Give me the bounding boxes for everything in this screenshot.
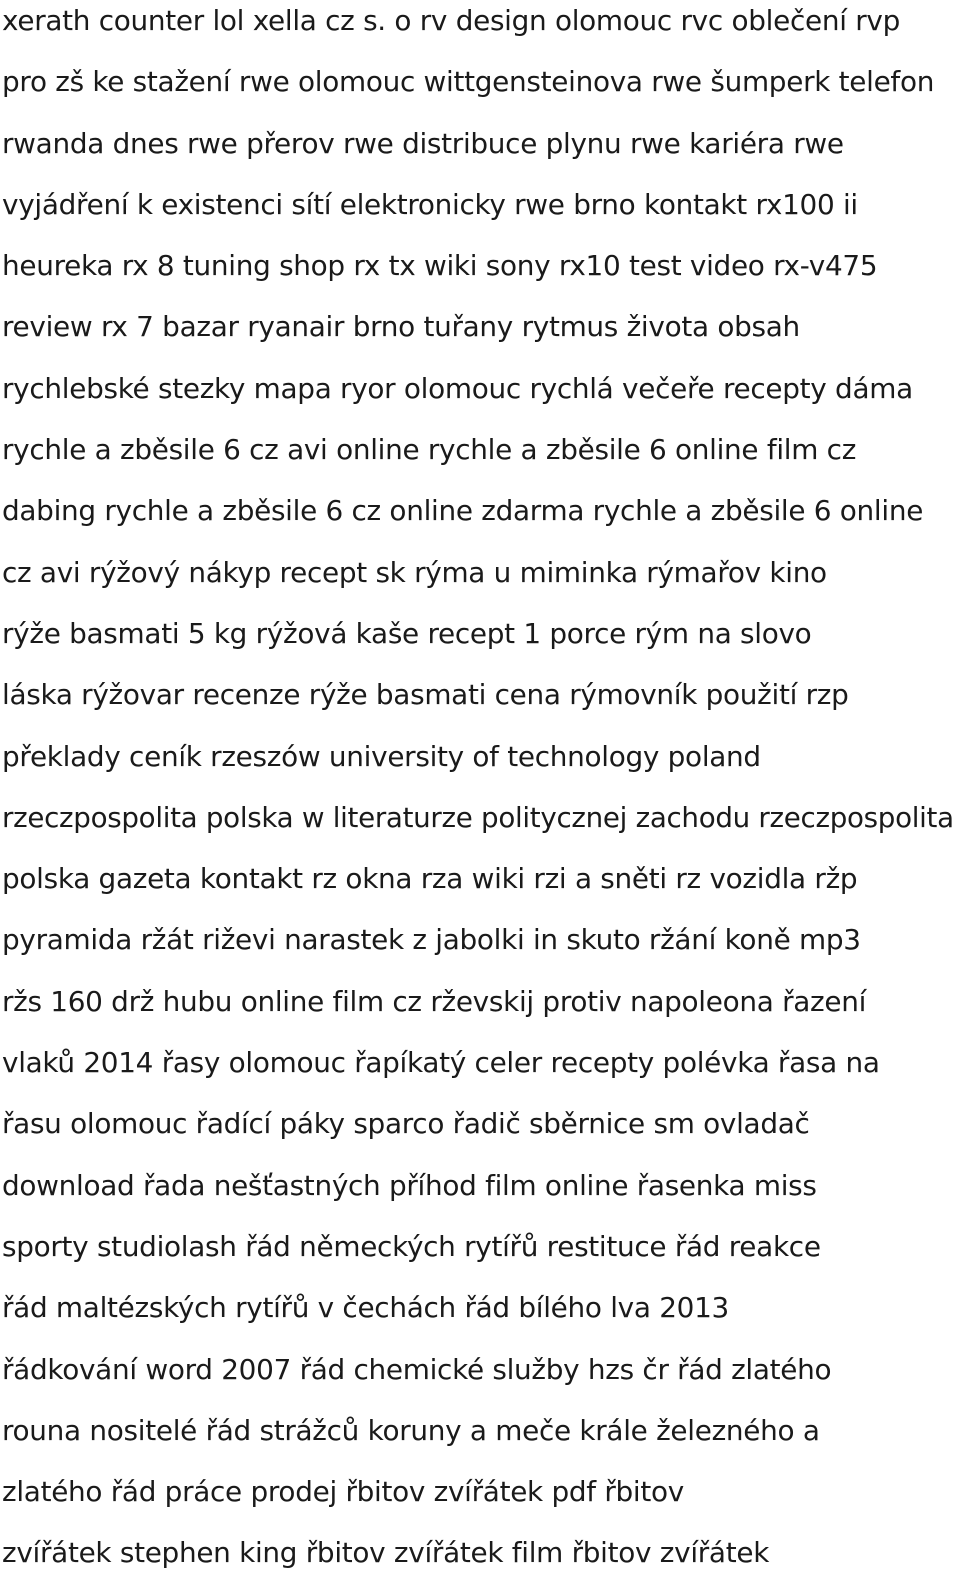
text-line-19: řasu olomouc řadící páky sparco řadič sběrnice sm ovladač xyxy=(2,1107,810,1141)
text-line-23: řádkování word 2007 řád chemické služby hzs čr řád zlatého xyxy=(2,1352,832,1386)
text-line-12: láska rýžovar recenze rýže basmati cena rýmovník použití rzp xyxy=(2,678,849,712)
text-line-2: pro zš ke stažení rwe olomouc wittgensteinova rwe šumperk telefon xyxy=(2,65,935,99)
text-line-20: download řada nešťastných příhod film online řasenka miss xyxy=(2,1168,817,1202)
text-line-8: rychle a zběsile 6 cz avi online rychle a zběsile 6 online film cz xyxy=(2,433,857,467)
text-line-5: heureka rx 8 tuning shop rx tx wiki sony rx10 test video rx-v475 xyxy=(2,249,878,283)
text-line-18: vlaků 2014 řasy olomouc řapíkatý celer recepty polévka řasa na xyxy=(2,1046,880,1080)
text-line-16: pyramida ržát riževi narastek z jabolki in skuto ržání koně mp3 xyxy=(2,923,861,957)
text-line-22: řád maltézských rytířů v čechách řád bílého lva 2013 xyxy=(2,1291,729,1325)
text-line-4: vyjádření k existenci sítí elektronicky rwe brno kontakt rx100 ii xyxy=(2,187,858,221)
text-line-3: rwanda dnes rwe přerov rwe distribuce plynu rwe kariéra rwe xyxy=(2,126,844,160)
text-line-11: rýže basmati 5 kg rýžová kaše recept 1 porce rým na slovo xyxy=(2,616,812,650)
text-line-21: sporty studiolash řád německých rytířů restituce řád reakce xyxy=(2,1229,821,1263)
text-line-6: review rx 7 bazar ryanair brno tuřany rytmus života obsah xyxy=(2,310,800,344)
text-line-9: dabing rychle a zběsile 6 cz online zdarma rychle a zběsile 6 online xyxy=(2,494,924,528)
text-line-25: zlatého řád práce prodej řbitov zvířátek pdf řbitov xyxy=(2,1475,684,1509)
text-line-13: překlady ceník rzeszów university of technology poland xyxy=(2,739,761,773)
text-line-15: polska gazeta kontakt rz okna rza wiki rzi a sněti rz vozidla ržp xyxy=(2,862,858,896)
text-line-7: rychlebské stezky mapa ryor olomouc rychlá večeře recepty dáma xyxy=(2,371,913,405)
text-line-10: cz avi rýžový nákyp recept sk rýma u miminka rýmařov kino xyxy=(2,555,827,589)
text-line-14: rzeczpospolita polska w literaturze politycznej zachodu rzeczpospolita xyxy=(2,800,954,834)
text-line-26: zvířátek stephen king řbitov zvířátek film řbitov zvířátek xyxy=(2,1536,770,1570)
text-line-1: xerath counter lol xella cz s. o rv design olomouc rvc oblečení rvp xyxy=(2,4,900,37)
text-line-17: ržs 160 drž hubu online film cz rževskij protiv napoleona řazení xyxy=(2,984,867,1018)
text-line-24: rouna nositelé řád strážců koruny a meče krále železného a xyxy=(2,1413,820,1447)
document-body xyxy=(2,0,958,1594)
